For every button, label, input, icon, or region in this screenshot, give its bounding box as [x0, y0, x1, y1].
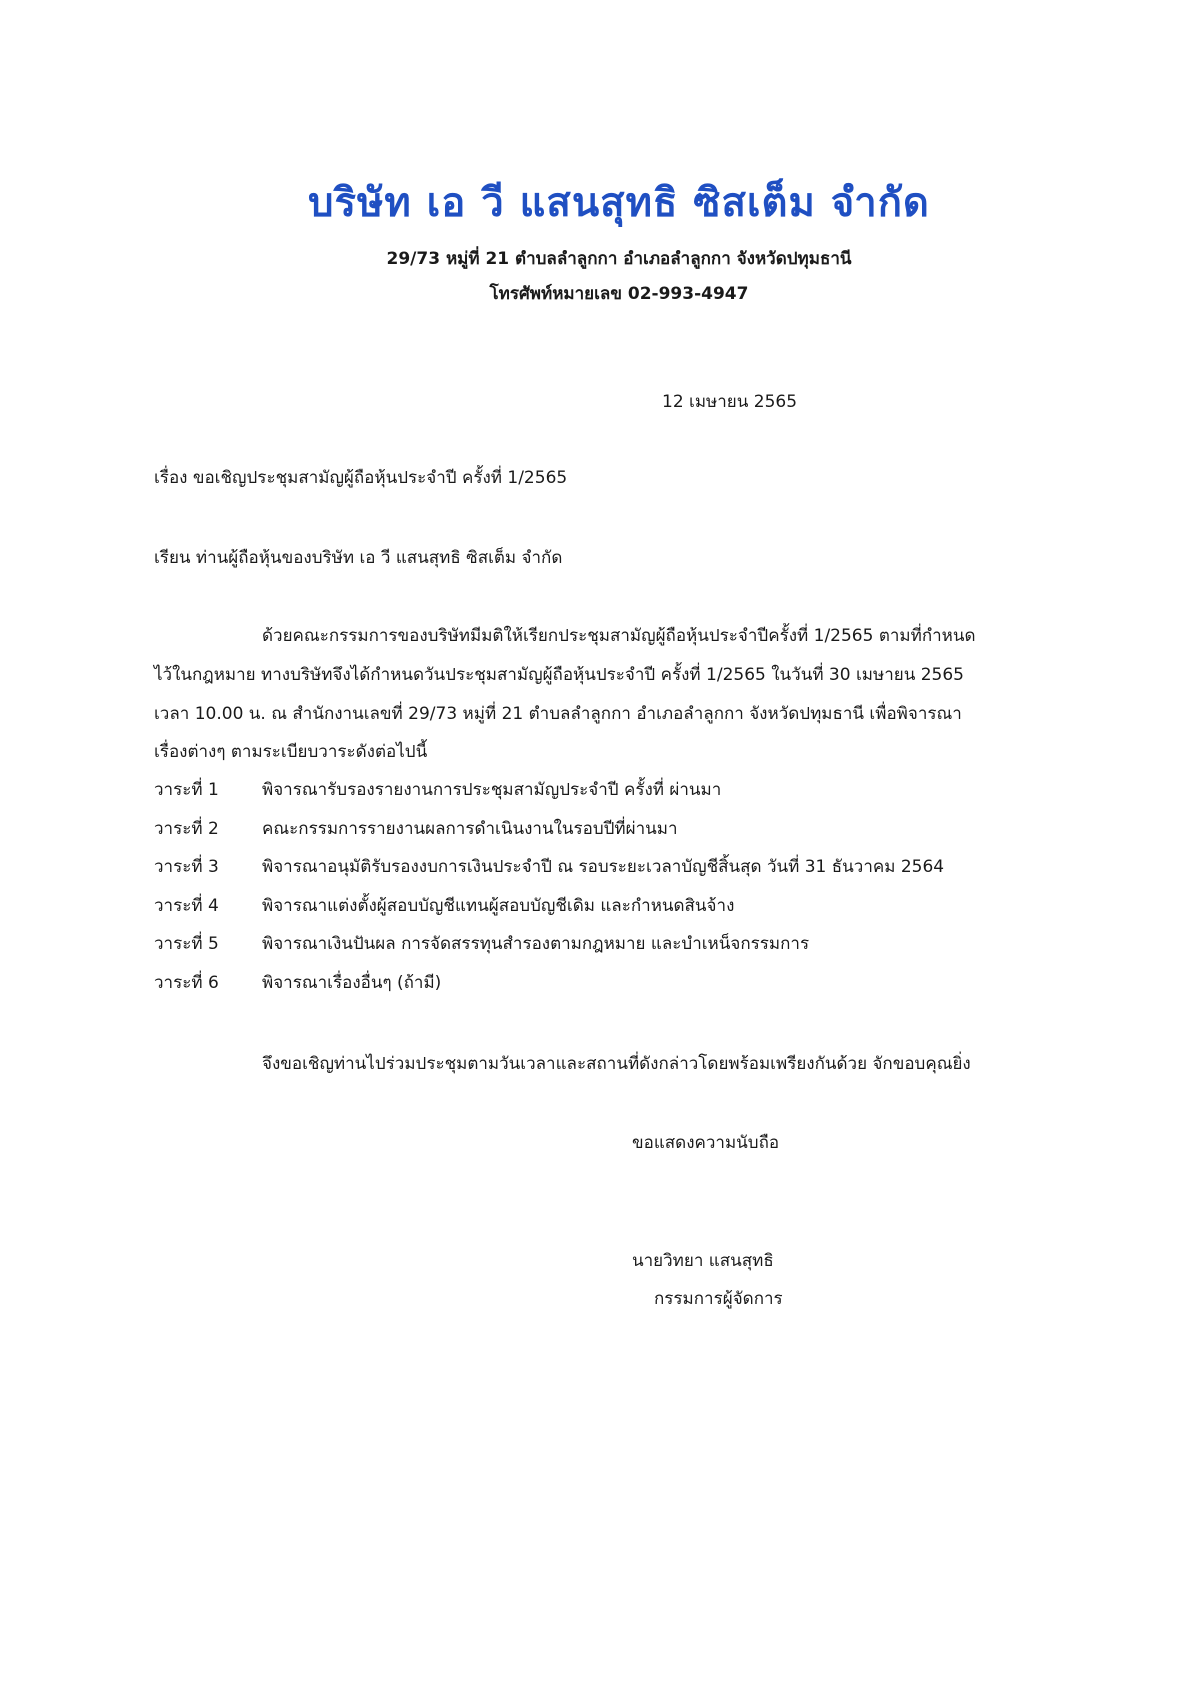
agenda-number: วาระที่ 5: [154, 934, 219, 955]
agenda-text: พิจารณารับรองรายงานการประชุมสามัญประจำปี ครั้งที่ ผ่านมา: [262, 780, 722, 800]
agenda-text: คณะกรรมการรายงานผลการดำเนินงานในรอบปีที่ผ่านมา: [262, 818, 678, 839]
body-line: ไว้ในกฎหมาย ทางบริษัทจึงได้กำหนดวันประชุมสามัญผู้ถือหุ้นประจำปี ครั้งที่ 1/2565 ในวันที่ 30 เมษายน 2565: [154, 665, 964, 685]
body-line: เรื่องต่างๆ ตามระเบียบวาระดังต่อไปนี้: [154, 742, 428, 762]
body-line: ด้วยคณะกรรมการของบริษัทมีมติให้เรียกประชุมสามัญผู้ถือหุ้นประจำปีครั้งที่ 1/2565 ตามที่กำหนด: [262, 626, 976, 646]
agenda-item: [154, 969, 944, 1008]
agenda-text: พิจารณาเงินปันผล การจัดสรรทุนสำรองตามกฎหมาย และบำเหน็จกรรมการ: [262, 934, 810, 955]
agenda-text: พิจารณาเรื่องอื่นๆ (ถ้ามี): [262, 972, 442, 993]
company-name: บริษัท เอ วี แสนสุทธิ ซิสเต็ม จำกัด: [308, 180, 930, 226]
agenda-text: พิจารณาแต่งตั้งผู้สอบบัญชีแทนผู้สอบบัญชีเดิม และกำหนดสินจ้าง: [262, 895, 735, 916]
body-line: เวลา 10.00 น. ณ สำนักงานเลขที่ 29/73 หมู่ที่ 21 ตำบลลำลูกกา อำเภอลำลูกกา จังหวัดปทุมธานี เพื่อพิจารณา: [154, 704, 962, 724]
letter-salutation: เรียน ท่านผู้ถือหุ้นของบริษัท เอ วี แสนสุทธิ ซิสเต็ม จำกัด: [154, 548, 563, 568]
agenda-item: [154, 776, 944, 815]
company-phone: โทรศัพท์หมายเลข 02-993-4947: [489, 284, 749, 304]
agenda-number: วาระที่ 3: [154, 857, 219, 878]
company-address: 29/73 หมู่ที่ 21 ตำบลลำลูกกา อำเภอลำลูกกา จังหวัดปทุมธานี: [386, 249, 852, 269]
agenda-number: วาระที่ 6: [154, 972, 219, 993]
letter-closing: จึงขอเชิญท่านไปร่วมประชุมตามวันเวลาและสถานที่ดังกล่าวโดยพร้อมเพรียงกันด้วย จักขอบคุณยิ่ง: [262, 1054, 971, 1074]
signer-title: กรรมการผู้จัดการ: [654, 1289, 783, 1309]
letter-date: 12 เมษายน 2565: [662, 392, 798, 412]
letter-subject: เรื่อง ขอเชิญประชุมสามัญผู้ถือหุ้นประจำปี ครั้งที่ 1/2565: [154, 468, 568, 488]
agenda-item: [154, 930, 944, 969]
agenda-list: [154, 776, 944, 1008]
agenda-text: พิจารณาอนุมัติรับรองงบการเงินประจำปี ณ รอบระยะเวลาบัญชีสิ้นสุด วันที่ 31 ธันวาคม 2564: [262, 857, 945, 878]
agenda-item: [154, 892, 944, 931]
agenda-number: วาระที่ 1: [154, 780, 219, 800]
agenda-item: [154, 853, 944, 892]
letter-regards: ขอแสดงความนับถือ: [632, 1133, 780, 1153]
agenda-number: วาระที่ 4: [154, 895, 219, 916]
agenda-item: [154, 815, 944, 854]
agenda-number: วาระที่ 2: [154, 818, 219, 839]
signer-name: นายวิทยา แสนสุทธิ: [632, 1251, 774, 1271]
